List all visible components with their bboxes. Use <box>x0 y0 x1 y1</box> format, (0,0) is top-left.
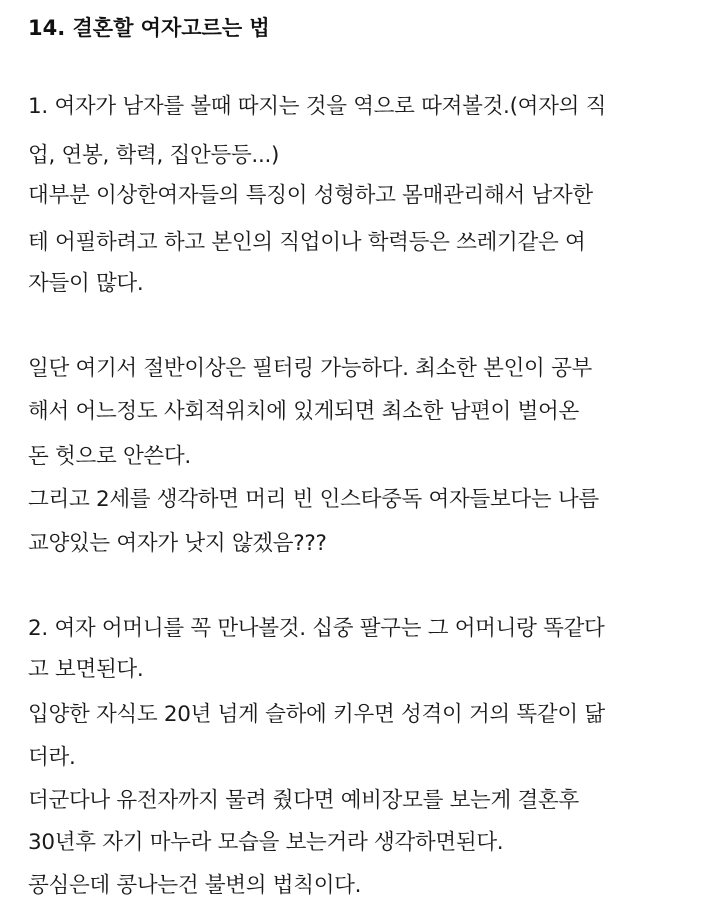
paragraph-line: 콩심은데 콩나는건 불변의 법칙이다. <box>28 873 362 898</box>
article-title: 14. 결혼할 여자고르는 법 <box>28 16 270 40</box>
paragraph-line: 고 보면된다. <box>28 657 144 682</box>
paragraph-line: 그리고 2세를 생각하면 머리 빈 인스타중독 여자들보다는 나름 <box>28 487 599 512</box>
paragraph-line: 30년후 자기 마누라 모습을 보는거라 생각하면된다. <box>28 830 504 855</box>
paragraph-line: 더라. <box>28 745 76 770</box>
paragraph-line: 교양있는 여자가 낫지 않겠음??? <box>28 531 327 556</box>
paragraph-line: 2. 여자 어머니를 꼭 만나볼것. 십중 팔구는 그 어머니랑 똑같다 <box>28 616 605 641</box>
paragraph-line: 자들이 많다. <box>28 271 144 296</box>
paragraph-line: 대부분 이상한여자들의 특징이 성형하고 몸매관리해서 남자한 <box>28 183 593 208</box>
paragraph-line: 업, 연봉, 학력, 집안등등...) <box>28 143 280 168</box>
paragraph-line: 1. 여자가 남자를 볼때 따지는 것을 역으로 따져볼것.(여자의 직 <box>28 94 607 119</box>
paragraph-line: 입양한 자식도 20년 넘게 슬하에 키우면 성격이 거의 똑같이 닮 <box>28 702 605 727</box>
paragraph-line: 더군다나 유전자까지 물려 줬다면 예비장모를 보는게 결혼후 <box>28 788 579 813</box>
paragraph-line: 테 어필하려고 하고 본인의 직업이나 학력등은 쓰레기같은 여 <box>28 230 586 255</box>
paragraph-line: 돈 헛으로 안쓴다. <box>28 444 191 469</box>
paragraph-line: 해서 어느정도 사회적위치에 있게되면 최소한 남편이 벌어온 <box>28 399 579 424</box>
paragraph-line: 일단 여기서 절반이상은 필터링 가능하다. 최소한 본인이 공부 <box>28 356 593 381</box>
